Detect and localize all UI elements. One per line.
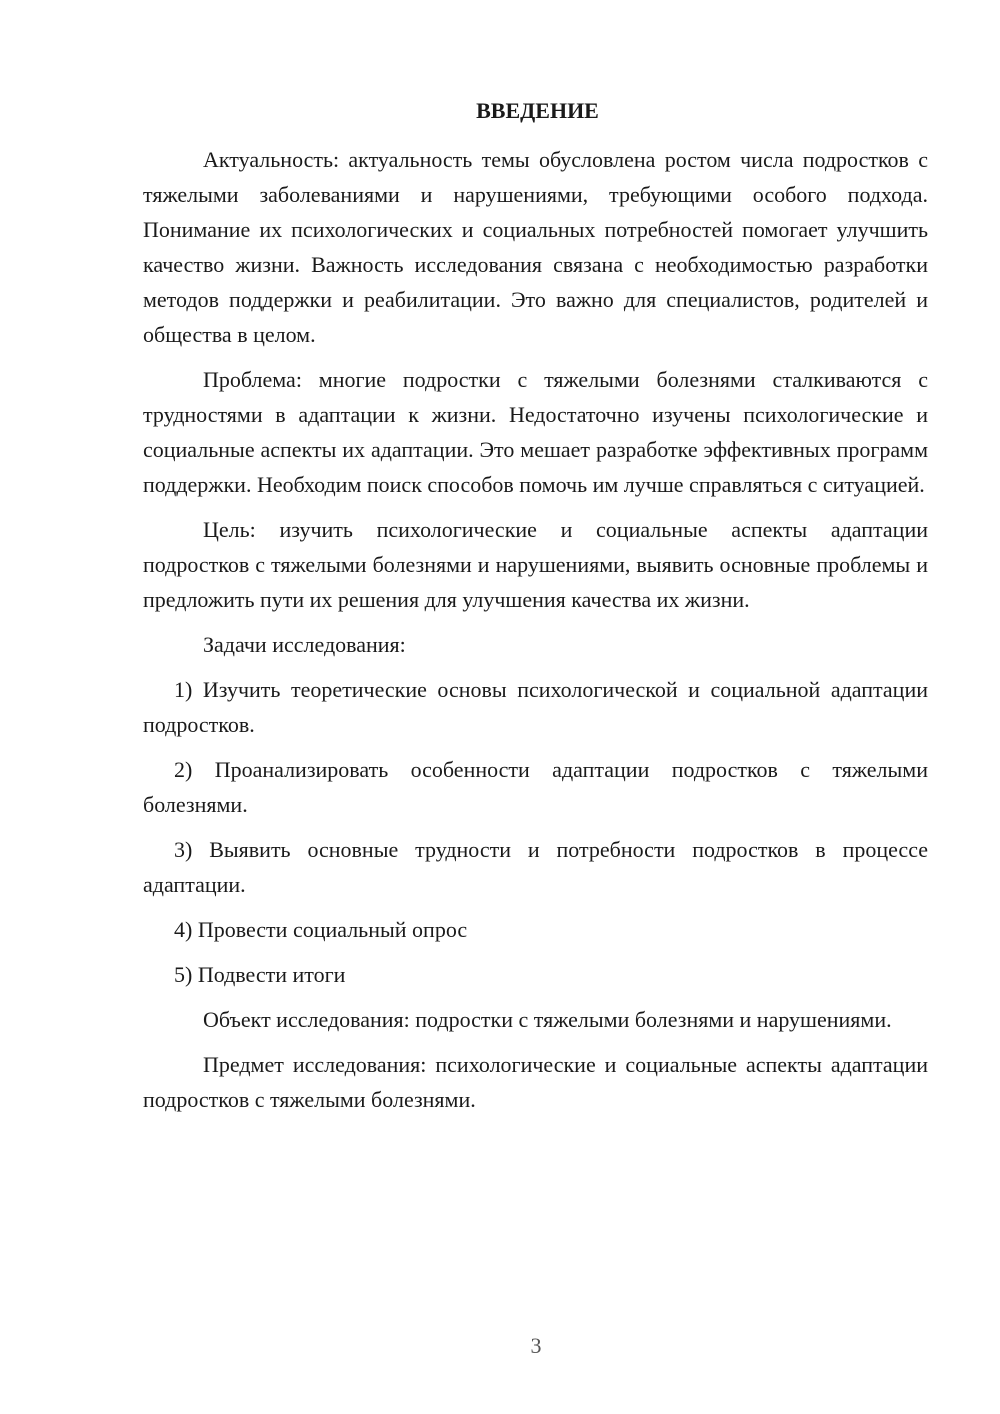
tasks-heading: Задачи исследования: xyxy=(203,632,406,657)
subject-paragraph: Предмет исследования: психологические и социальные аспекты адаптации подростков с тяжелыми болезнями. xyxy=(143,1052,928,1112)
goal-paragraph: Цель: изучить психологические и социальные аспекты адаптации подростков с тяжелыми болезнями и нарушениями, выявить основные проблемы и предложить пути их решения для улучшения качества их жизни. xyxy=(143,517,928,612)
task-item-3: 3) Выявить основные трудности и потребности подростков в процессе адаптации. xyxy=(143,837,928,897)
problem-paragraph: Проблема: многие подростки с тяжелыми болезнями сталкиваются с трудностями в адаптации к жизни. Недостаточно изучены психологические и социальные аспекты их адаптации. Это мешает разработке эффективных программ поддержки. Необходим поиск способов помочь им лучше справляться с ситуацией. xyxy=(143,367,928,497)
page-content xyxy=(143,96,928,1127)
page-number: 3 xyxy=(530,1333,542,1358)
task-item-1: 1) Изучить теоретические основы психологической и социальной адаптации подростков. xyxy=(143,677,928,737)
section-title: ВВЕДЕНИЕ xyxy=(476,98,599,123)
task-item-4: 4) Провести социальный опрос xyxy=(174,917,468,942)
relevance-paragraph: Актуальность: актуальность темы обусловлена ростом числа подростков с тяжелыми заболеваниями и нарушениями, требующими особого подхода. Понимание их психологических и социальных потребностей помогает улучшить качество жизни. Важность исследования связана с необходимостью разработки методов поддержки и реабилитации. Это важно для специалистов, родителей и общества в целом. xyxy=(143,147,928,347)
task-item-5: 5) Подвести итоги xyxy=(174,962,346,987)
object-paragraph: Объект исследования: подростки с тяжелыми болезнями и нарушениями. xyxy=(203,1007,892,1032)
task-item-2: 2) Проанализировать особенности адаптации подростков с тяжелыми болезнями. xyxy=(143,757,928,817)
